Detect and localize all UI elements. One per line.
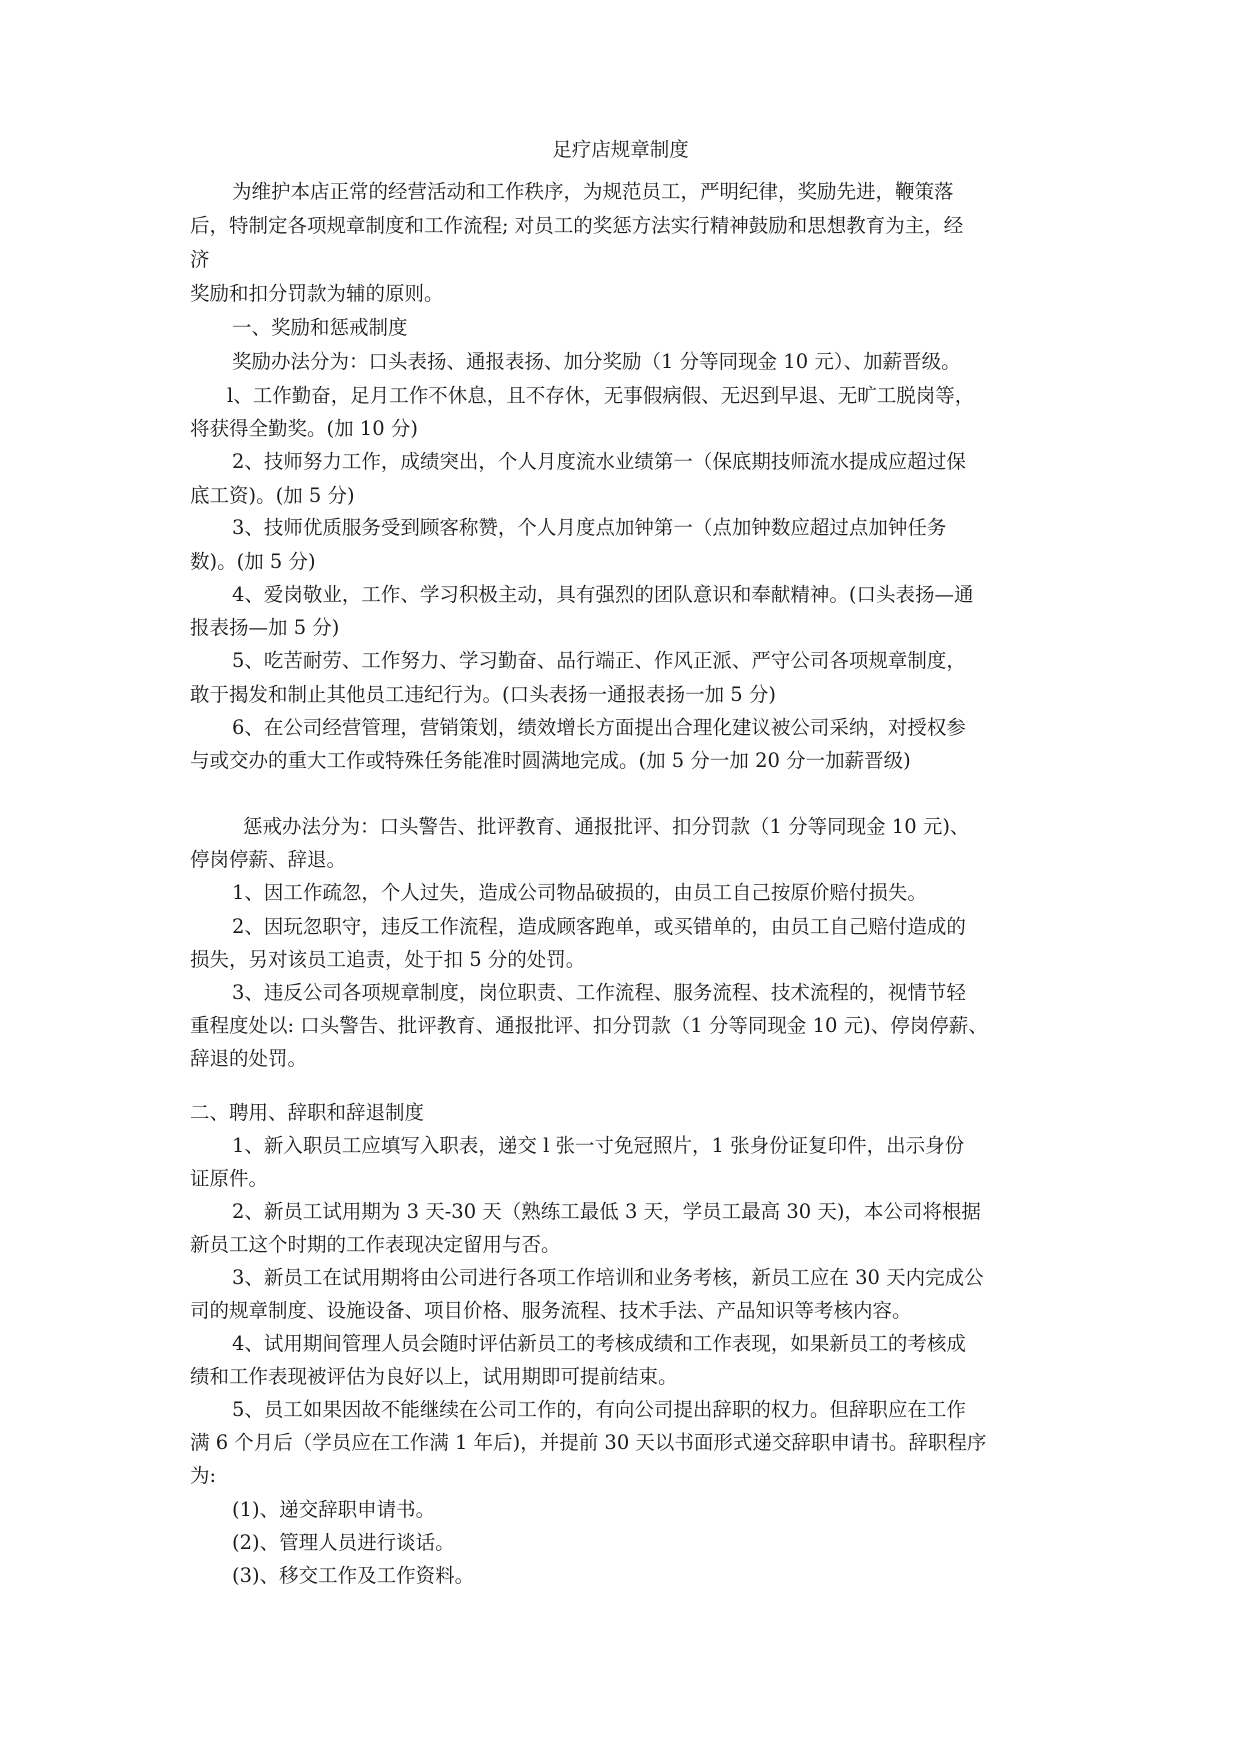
text-line: 后，特制定各项规章制度和工作流程; 对员工的奖惩方法实行精神鼓励和思想教育为主，经 bbox=[190, 214, 964, 237]
text-line: 5、员工如果因故不能继续在公司工作的，有向公司提出辞职的权力。但辞职应在工作 bbox=[232, 1398, 966, 1421]
text-line: l、工作勤奋，足月工作不休息，且不存休，无事假病假、无迟到早退、无旷工脱岗等， bbox=[227, 384, 975, 407]
text-line: 停岗停薪、辞退。 bbox=[190, 848, 347, 871]
text-line: 满 6 个月后（学员应在工作满 1 年后)，并提前 30 天以书面形式递交辞职申请书。辞职程序 bbox=[190, 1431, 987, 1454]
text-line: 重程度处以: 口头警告、批评教育、通报批评、扣分罚款（1 分等同现金 10 元)、停岗停薪、 bbox=[190, 1014, 988, 1037]
text-line: 新员工这个时期的工作表现决定留用与否。 bbox=[190, 1233, 561, 1256]
text-line: 5、吃苦耐劳、工作努力、学习勤奋、品行端正、作风正派、严守公司各项规章制度， bbox=[232, 649, 966, 672]
text-line: 2、因玩忽职守，违反工作流程，造成顾客跑单，或买错单的，由员工自己赔付造成的 bbox=[232, 915, 966, 938]
text-line: 2、技师努力工作，成绩突出，个人月度流水业绩第一（保底期技师流水提成应超过保 bbox=[232, 450, 966, 473]
text-line: 报表扬—加 5 分) bbox=[190, 616, 340, 639]
text-line: 数)。(加 5 分) bbox=[190, 550, 316, 573]
text-line: 为: bbox=[190, 1464, 217, 1487]
text-line: 3、违反公司各项规章制度，岗位职责、工作流程、服务流程、技术流程的，视情节轻 bbox=[232, 981, 966, 1004]
text-line: 为维护本店正常的经营活动和工作秩序，为规范员工，严明纪律，奖励先进，鞭策落 bbox=[232, 180, 954, 203]
text-line: 1、新入职员工应填写入职表，递交 l 张一寸免冠照片，1 张身份证复印件，出示身份 bbox=[232, 1134, 965, 1157]
text-line: 绩和工作表现被评估为良好以上，试用期即可提前结束。 bbox=[190, 1365, 678, 1388]
text-line: 4、爱岗敬业，工作、学习积极主动，具有强烈的团队意识和奉献精神。(口头表扬—通 bbox=[232, 583, 974, 606]
text-line: 奖励办法分为：口头表扬、通报表扬、加分奖励（1 分等同现金 10 元）、加薪晋级。 bbox=[232, 350, 961, 373]
text-line: 将获得全勤奖。(加 10 分) bbox=[190, 417, 418, 440]
text-line: 证原件。 bbox=[190, 1167, 269, 1190]
list-item: (1)、递交辞职申请书。 bbox=[232, 1498, 436, 1521]
section-heading: 二、聘用、辞职和辞退制度 bbox=[190, 1101, 425, 1124]
text-line: 损失，另对该员工追责，处于扣 5 分的处罚。 bbox=[190, 948, 586, 971]
text-line: 底工资)。(加 5 分) bbox=[190, 484, 355, 507]
text-line: 3、新员工在试用期将由公司进行各项工作培训和业务考核，新员工应在 30 天内完成公 bbox=[232, 1266, 984, 1289]
text-line: 辞退的处罚。 bbox=[190, 1047, 308, 1070]
text-line: 2、新员工试用期为 3 天-30 天（熟练工最低 3 天，学员工最高 30 天)，本公司将根据 bbox=[232, 1200, 981, 1223]
text-line: 3、技师优质服务受到顾客称赞，个人月度点加钟第一（点加钟数应超过点加钟任务 bbox=[232, 516, 947, 539]
text-line: 4、试用期间管理人员会随时评估新员工的考核成绩和工作表现，如果新员工的考核成 bbox=[232, 1332, 966, 1355]
text-line: 1、因工作疏忽，个人过失，造成公司物品破损的，由员工自己按原价赔付损失。 bbox=[232, 881, 927, 904]
text-line: 惩戒办法分为：口头警告、批评教育、通报批评、扣分罚款（1 分等同现金 10 元)、 bbox=[243, 815, 970, 838]
section-heading: 一、奖励和惩戒制度 bbox=[232, 316, 408, 339]
text-line: 敢于揭发和制止其他员工违纪行为。(口头表扬一通报表扬一加 5 分) bbox=[190, 683, 777, 706]
list-item: (3)、移交工作及工作资料。 bbox=[232, 1564, 475, 1587]
document-title: 足疗店规章制度 bbox=[552, 138, 689, 161]
text-line: 奖励和扣分罚款为辅的原则。 bbox=[190, 282, 444, 305]
text-line: 与或交办的重大工作或特殊任务能准时圆满地完成。(加 5 分一加 20 分一加薪晋级) bbox=[190, 749, 911, 772]
list-item: (2)、管理人员进行谈话。 bbox=[232, 1531, 455, 1554]
text-line: 6、在公司经营管理，营销策划，绩效增长方面提出合理化建议被公司采纳，对授权参 bbox=[232, 716, 966, 739]
text-line: 司的规章制度、设施设备、项目价格、服务流程、技术手法、产品知识等考核内容。 bbox=[190, 1299, 912, 1322]
text-line: 济 bbox=[190, 248, 210, 271]
